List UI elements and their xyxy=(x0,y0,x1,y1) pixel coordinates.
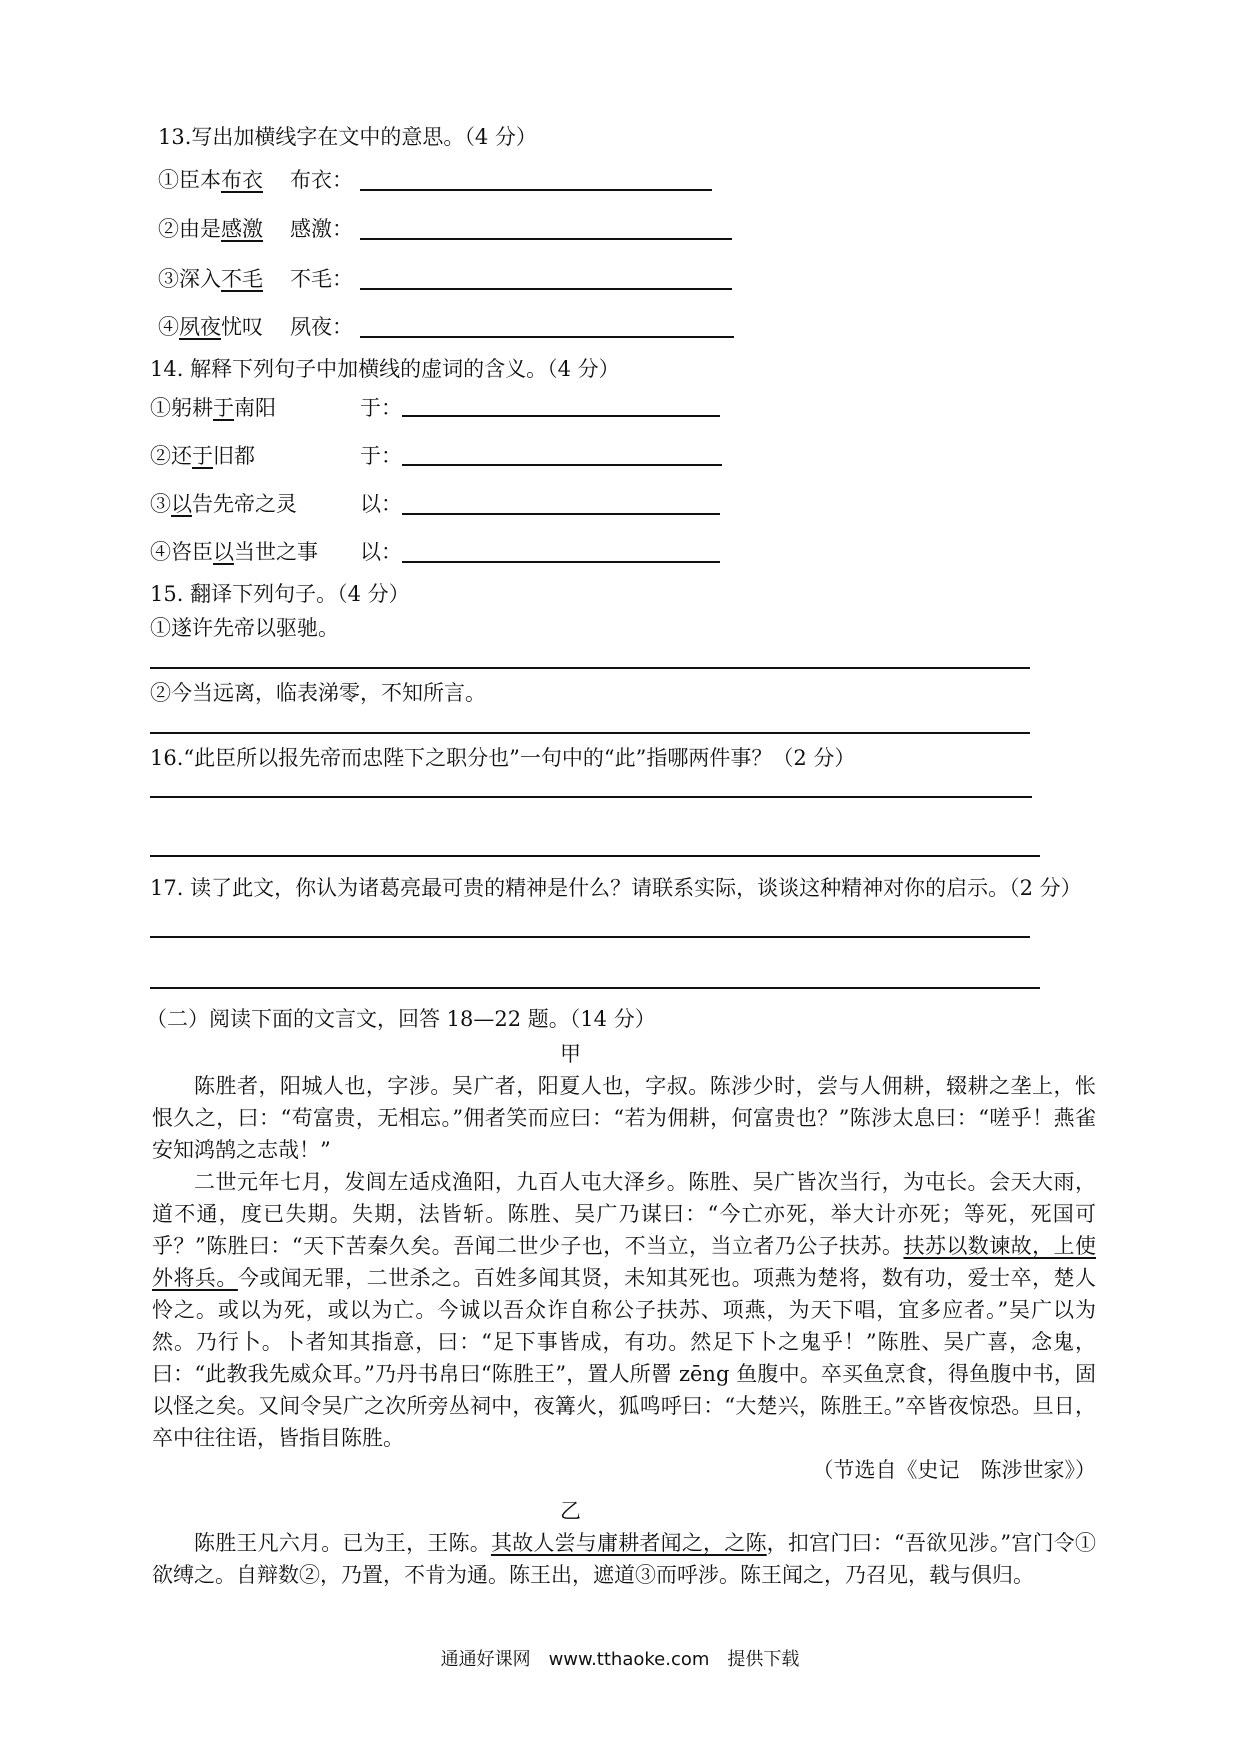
underlined-sentence-yi: 其故人尝与庸耕者闻之，之陈 xyxy=(490,1531,767,1555)
q13-item-3-label: 不毛： xyxy=(290,267,353,291)
q14-item-4: ④咨臣以当世之事 xyxy=(150,540,318,564)
q15-answer-2[interactable] xyxy=(150,732,1030,734)
q14-title: 14. 解释下列句子中加横线的虚词的含义。（4 分） xyxy=(150,357,620,381)
q13-title: 13.写出加横线字在文中的意思。（4 分） xyxy=(158,125,537,149)
passage-source: （节选自《史记 陈涉世家》） xyxy=(812,1458,1096,1482)
q15-answer-1[interactable] xyxy=(150,667,1030,669)
q13-item-4: ④夙夜忧叹 xyxy=(158,315,263,339)
q14-item-1: ①躬耕于南阳 xyxy=(150,396,276,420)
q14-item-3-label: 以： xyxy=(360,492,402,516)
underlined-sentence: 扶苏以数谏故，上使外将兵。 xyxy=(152,1234,1097,1290)
q13-item-3: ③深入不毛 xyxy=(158,267,263,291)
q13-item-2-label: 感激： xyxy=(290,217,353,241)
q14-answer-2[interactable] xyxy=(402,464,722,466)
q14-answer-1[interactable] xyxy=(402,415,720,417)
q16-answer-1[interactable] xyxy=(150,796,1032,798)
q13-answer-1[interactable] xyxy=(360,189,712,191)
section2-title: （二）阅读下面的文言文，回答 18—22 题。（14 分） xyxy=(146,1007,656,1031)
q17-title: 17. 读了此文，你认为诸葛亮最可贵的精神是什么？请联系实际，谈谈这种精神对你的启示。（2 分） xyxy=(150,876,1082,900)
q14-item-4-label: 以： xyxy=(360,540,402,564)
q16-answer-2[interactable] xyxy=(150,855,1040,857)
q15-sentence-2: ②今当远离，临表涕零，不知所言。 xyxy=(150,681,486,705)
q14-item-2: ②还于旧都 xyxy=(150,444,255,468)
passage-jia-heading: 甲 xyxy=(560,1042,581,1066)
q15-title: 15. 翻译下列句子。（4 分） xyxy=(150,582,410,606)
q16-title: 16.“此臣所以报先帝而忠陛下之职分也”一句中的“此”指哪两件事？（2 分） xyxy=(150,746,856,770)
passage-yi xyxy=(152,1527,1096,1591)
q17-answer-2[interactable] xyxy=(150,987,1040,989)
passage-jia-p2: 二世元年七月，发闾左适戍渔阳，九百人屯大泽乡。陈胜、吴广皆次当行，为屯长。会天大雨，道不通，度已失期。失期，法皆斩。陈胜、吴广乃谋曰：“今亡亦死，举大计亦死；等死，死国可乎？”陈胜曰：“天下苦秦久矣。吾闻二世少子也，不当立，当立者乃公子扶苏。扶苏以数谏故，上使外将兵。今或闻无罪，二世杀之。百姓多闻其贤，未知其死也。项燕为楚将，数有功，爱士卒，楚人怜之。或以为死，或以为亡。今诚以吾众诈自称公子扶苏、项燕，为天下唱，宜多应者。”吴广以为然。乃行卜。卜者知其指意，曰：“足下事皆成，有功。然足下卜之鬼乎！”陈胜、吴广喜，念鬼，曰：“此教我先威众耳。”乃丹书帛曰“陈胜王”，置人所罾 zēng 鱼腹中。卒买鱼烹食，得鱼腹中书，固以怪之矣。又间令吴广之次所旁丛祠中，夜篝火，狐鸣呼曰：“大楚兴，陈胜王。”卒皆夜惊恐。旦日，卒中往往语，皆指目陈胜。 xyxy=(152,1170,1097,1450)
q13-answer-4[interactable] xyxy=(360,336,734,338)
q15-sentence-1: ①遂许先帝以驱驰。 xyxy=(150,616,339,640)
q13-answer-3[interactable] xyxy=(360,288,732,290)
q14-item-2-label: 于： xyxy=(360,444,402,468)
q13-item-1: ①臣本布衣 xyxy=(158,168,263,192)
passage-yi-p1: 陈胜王凡六月。已为王，王陈。其故人尝与庸耕者闻之，之陈，扣宫门曰：“吾欲见涉。”宫门令①欲缚之。自辩数②，乃置，不肯为通。陈王出，遮道③而呼涉。陈王闻之，乃召见，载与俱归。 xyxy=(152,1531,1096,1587)
q13-item-2: ②由是感激 xyxy=(158,217,263,241)
q14-item-3: ③以告先帝之灵 xyxy=(150,492,297,516)
passage-jia xyxy=(152,1070,1096,1486)
q14-item-1-label: 于： xyxy=(360,396,402,420)
q14-answer-3[interactable] xyxy=(402,513,720,515)
q13-answer-2[interactable] xyxy=(360,238,732,240)
q14-answer-4[interactable] xyxy=(402,561,720,563)
passage-yi-heading: 乙 xyxy=(560,1499,581,1523)
q17-answer-1[interactable] xyxy=(150,936,1030,938)
q13-item-4-label: 夙夜： xyxy=(290,315,353,339)
passage-jia-p1: 陈胜者，阳城人也，字涉。吴广者，阳夏人也，字叔。陈涉少时，尝与人佣耕，辍耕之垄上，怅恨久之，曰：“苟富贵，无相忘。”佣者笑而应曰：“若为佣耕，何富贵也？”陈涉太息曰：“嗟乎！燕雀安知鸿鹄之志哉！” xyxy=(152,1074,1096,1162)
q13-item-1-label: 布衣： xyxy=(290,168,353,192)
page-footer: 通通好课网 www.tthaoke.com 提供下载 xyxy=(440,1649,800,1670)
